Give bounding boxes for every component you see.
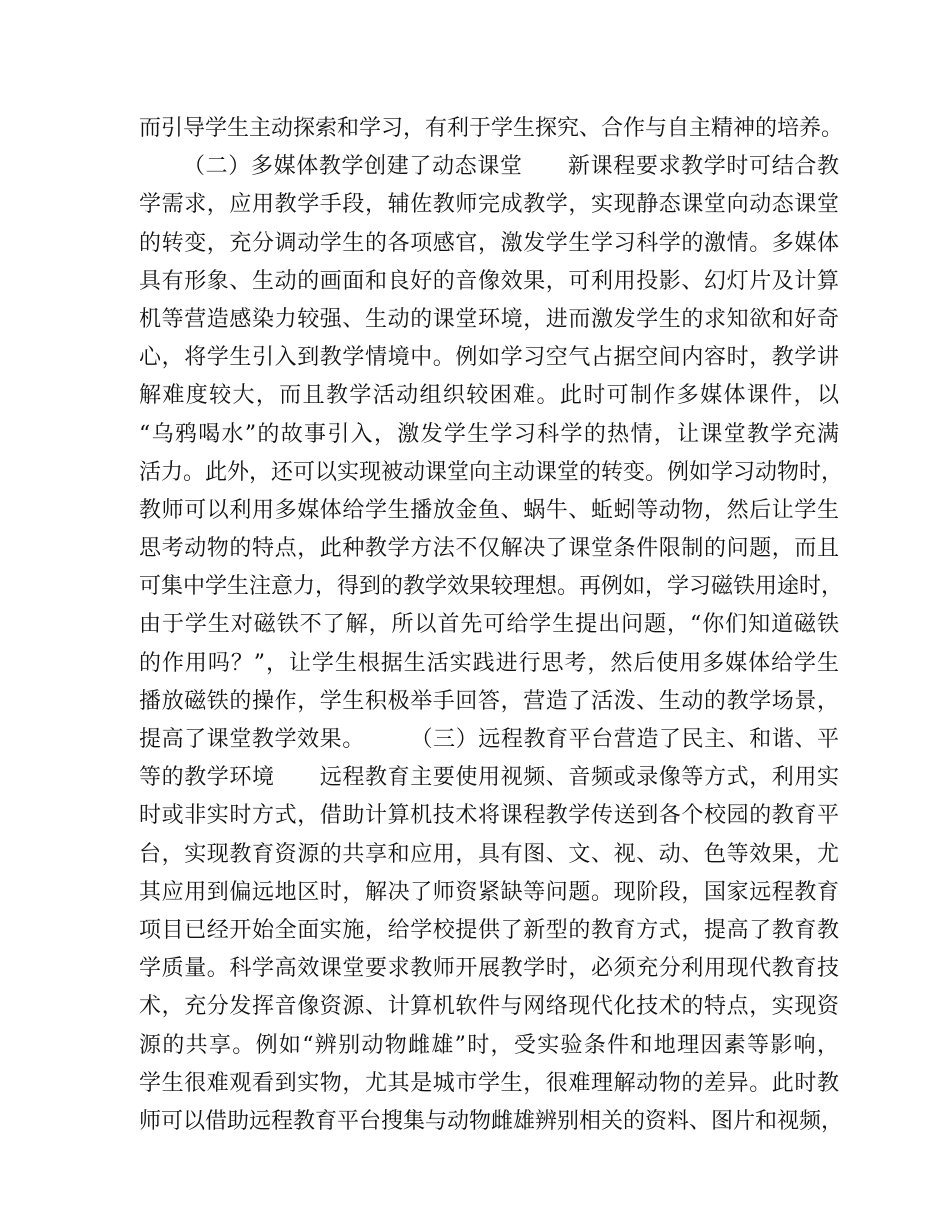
text-line: 解难度较大，而且教学活动组织较困难。此时可制作多媒体课件，以 [139, 383, 839, 409]
text-line: 的转变，充分调动学生的各项感官，激发学生学习科学的激情。多媒体 [139, 230, 839, 256]
text-line: 其应用到偏远地区时，解决了师资紧缺等问题。现阶段，国家远程教育 [139, 879, 839, 905]
text-line: 机等营造感染力较强、生动的课堂环境，进而激发学生的求知欲和好奇 [139, 306, 839, 332]
text-line: 师可以借助远程教育平台搜集与动物雌雄辨别相关的资料、图片和视频， [139, 1108, 844, 1134]
text-line: 源的共享。例如“辨别动物雌雄”时，受实验条件和地理因素等影响， [139, 1032, 839, 1058]
text-line: 等的教学环境 远程教育主要使用视频、音频或录像等方式，利用实 [139, 765, 839, 791]
body-text [139, 110, 844, 1141]
text-line: 时或非实时方式，借助计算机技术将课程教学传送到各个校园的教育平 [139, 803, 839, 829]
text-line: 的作用吗？”，让学生根据生活实践进行思考，然后使用多媒体给学生 [139, 650, 839, 676]
text-line: （二）多媒体教学创建了动态课堂 新课程要求教学时可结合教 [183, 154, 839, 180]
text-line: 学质量。科学高效课堂要求教师开展教学时，必须充分利用现代教育技 [139, 956, 839, 982]
text-line: 心，将学生引入到教学情境中。例如学习空气占据空间内容时，教学讲 [139, 345, 839, 371]
text-line: 而引导学生主动探索和学习，有利于学生探究、合作与自主精神的培养。 [139, 116, 844, 141]
text-line: 台，实现教育资源的共享和应用，具有图、文、视、动、色等效果，尤 [139, 841, 839, 867]
text-line: 可集中学生注意力，得到的教学效果较理想。再例如，学习磁铁用途时， [139, 574, 844, 600]
text-line: 思考动物的特点，此种教学方法不仅解决了课堂条件限制的问题，而且 [139, 536, 839, 562]
text-line: 播放磁铁的操作，学生积极举手回答，营造了活泼、生动的教学场景， [139, 688, 839, 714]
text-line: 项目已经开始全面实施，给学校提供了新型的教育方式，提高了教育教 [139, 917, 839, 943]
text-line: “乌鸦喝水”的故事引入，激发学生学习科学的热情，让课堂教学充满 [139, 421, 839, 447]
text-line: 由于学生对磁铁不了解，所以首先可给学生提出问题，“你们知道磁铁 [139, 612, 839, 638]
text-line: 活力。此外，还可以实现被动课堂向主动课堂的转变。例如学习动物时， [139, 459, 844, 485]
text-line: 具有形象、生动的画面和良好的音像效果，可利用投影、幻灯片及计算 [139, 268, 839, 294]
text-line: 提高了课堂教学效果。 （三）远程教育平台营造了民主、和谐、平 [139, 727, 839, 752]
text-line: 术，充分发挥音像资源、计算机软件与网络现代化技术的特点，实现资 [139, 994, 839, 1020]
text-line: 学需求，应用教学手段，辅佐教师完成教学，实现静态课堂向动态课堂 [139, 192, 839, 218]
text-line: 学生很难观看到实物，尤其是城市学生，很难理解动物的差异。此时教 [139, 1070, 839, 1096]
text-line: 教师可以利用多媒体给学生播放金鱼、蜗牛、蚯蚓等动物，然后让学生 [139, 497, 839, 523]
